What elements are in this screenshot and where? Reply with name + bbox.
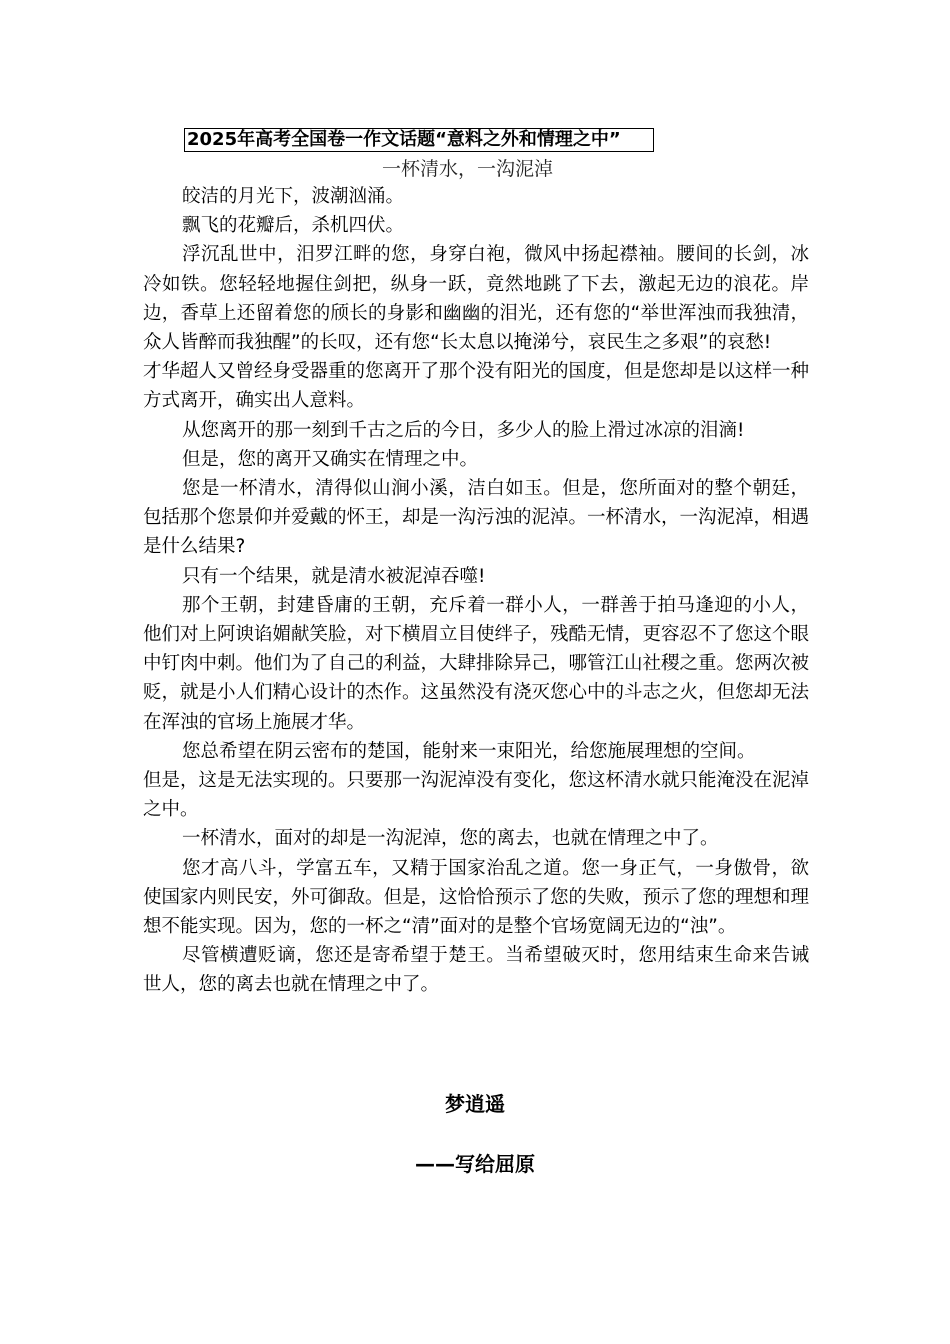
second-essay-subtitle: ——写给屈原 <box>415 1152 535 1176</box>
paragraph: 您是一杯清水，清得似山涧小溪，洁白如玉。但是，您所面对的整个朝廷，包括那个您景仰并爱戴的怀王，却是一沟污浊的泥淖。一杯清水，一沟泥淖，相遇是什么结果? <box>143 478 810 558</box>
paragraph: 但是，这是无法实现的。只要那一沟泥淖没有变化，您这杯清水就只能淹没在泥淖之中。 <box>143 770 810 821</box>
paragraph: 但是，您的离开又确实在情理之中。 <box>182 448 479 470</box>
topic-title: 2025年高考全国卷一作文话题“意料之外和情理之中” <box>184 128 654 152</box>
paragraph: 尽管横遭贬谪，您还是寄希望于楚王。当希望破灭时，您用结束生命来告诫世人，您的离去也就在情理之中了。 <box>143 945 809 996</box>
second-essay-title: 梦逍遥 <box>445 1092 505 1116</box>
paragraph: 一杯清水，面对的却是一沟泥淖，您的离去，也就在情理之中了。 <box>182 828 719 850</box>
paragraph: 您才高八斗，学富五车，又精于国家治乱之道。您一身正气，一身傲骨，欲使国家内则民安，外可御敌。但是，这恰恰预示了您的失败，预示了您的理想和理想不能实现。因为，您的一杯之“清”面对的是整个官场宽阔无边的“浊”。 <box>143 857 810 938</box>
paragraph: 浮沉乱世中，汨罗江畔的您，身穿白袍，微风中扬起襟袖。腰间的长剑，冰冷如铁。您轻轻地握住剑把，纵身一跃，竟然地跳了下去，激起无边的浪花。岸边，香草上还留着您的颀长的身影和幽幽的泪光，还有您的“举世浑浊而我独清，众人皆醉而我独醒”的长叹，还有您“长太息以掩涕兮，哀民生之多艰”的哀愁! <box>143 244 809 354</box>
paragraph: 从您离开的那一刻到千古之后的今日，多少人的脸上滑过冰凉的泪滴! <box>182 419 745 441</box>
paragraph: 皎洁的月光下，波潮汹涌。 <box>182 186 405 207</box>
essay-body <box>143 182 809 1000</box>
paragraph: 您总希望在阴云密布的楚国，能射来一束阳光，给您施展理想的空间。 <box>182 740 756 762</box>
essay-title: 一杯清水，一沟泥淖 <box>382 158 554 180</box>
paragraph: 飘飞的花瓣后，杀机四伏。 <box>182 215 405 237</box>
paragraph: 只有一个结果，就是清水被泥淖吞噬! <box>182 565 486 587</box>
paragraph: 那个王朝，封建昏庸的王朝，充斥着一群小人，一群善于拍马逢迎的小人，他们对上阿谀谄媚献笑脸，对下横眉立目使绊子，残酷无情，更容忍不了您这个眼中钉肉中刺。他们为了自己的利益，大肆排除异己，哪管江山社稷之重。您两次被贬，就是小人们精心设计的杰作。这虽然没有浇灭您心中的斗志之火，但您却无法在浑浊的官场上施展才华。 <box>143 594 810 733</box>
paragraph: 才华超人又曾经身受器重的您离开了那个没有阳光的国度，但是您却是以这样一种方式离开，确实出人意料。 <box>143 361 810 412</box>
